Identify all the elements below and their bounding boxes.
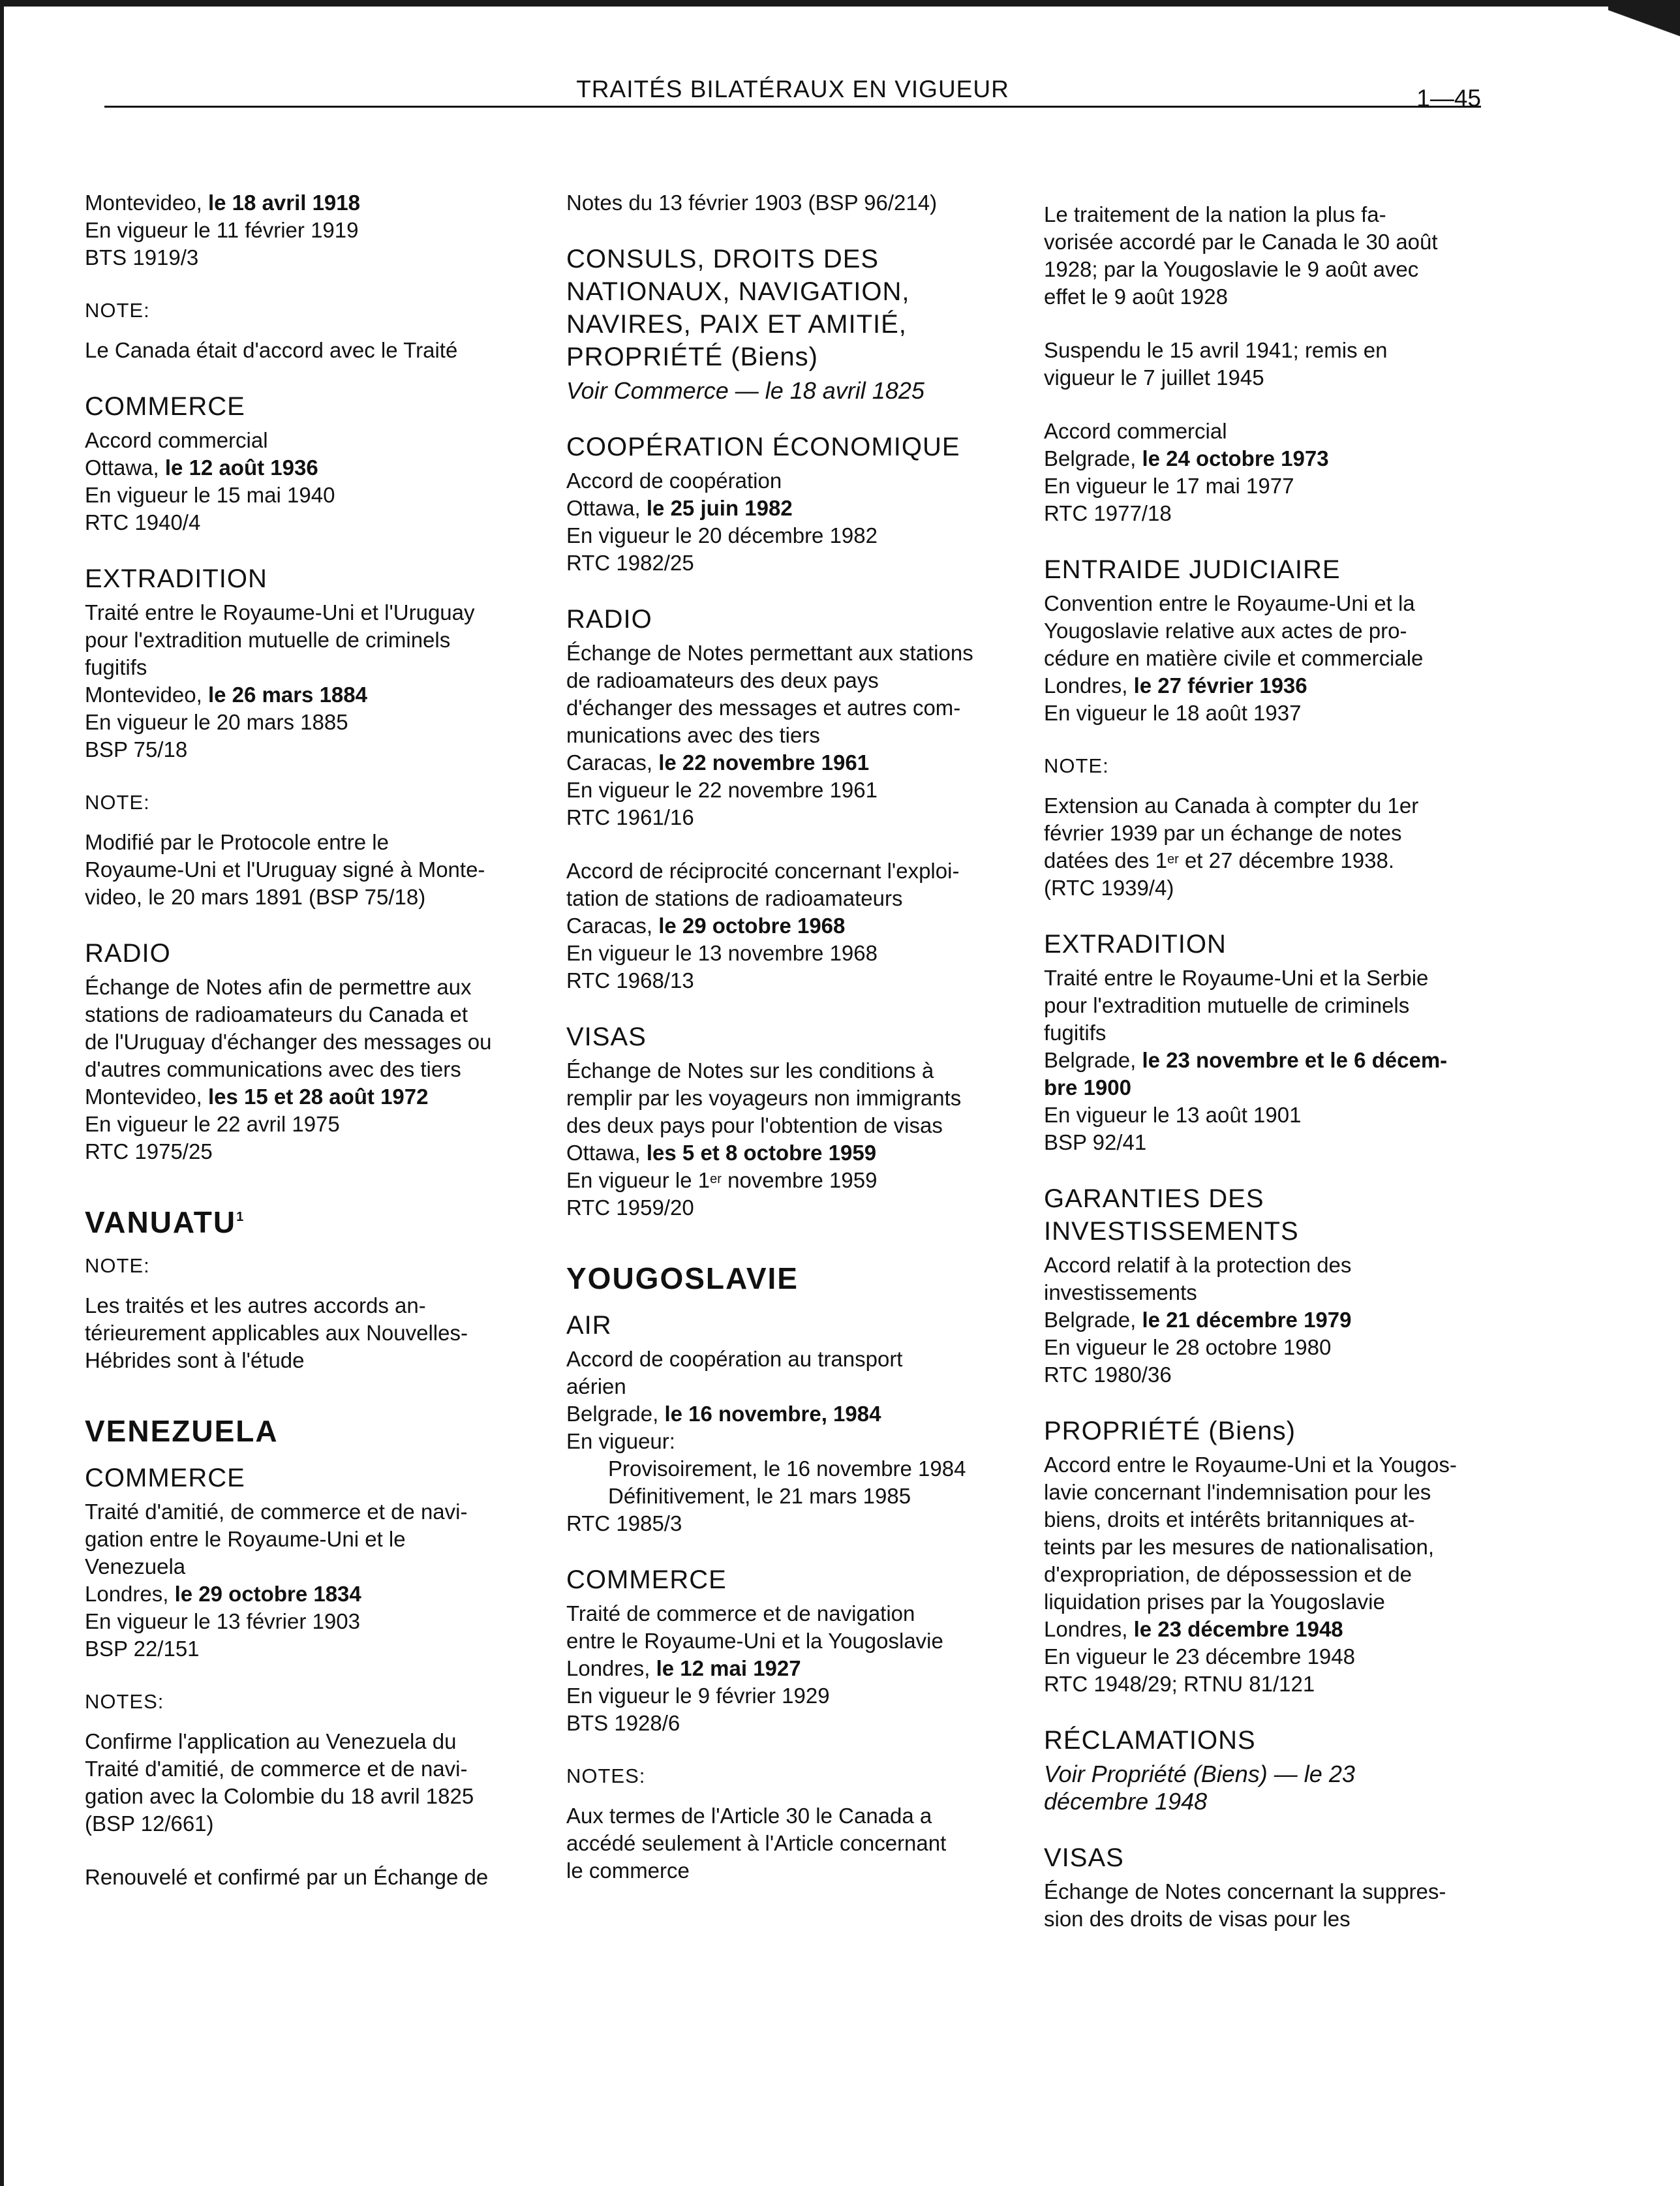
note-line: le commerce xyxy=(566,1858,690,1883)
column-2 xyxy=(566,189,1023,2140)
note-line: février 1939 par un échange de notes xyxy=(1044,821,1402,845)
treaty-title: Accord de réciprocité concernant l'exploi- xyxy=(566,859,960,883)
treaty-title: Venezuela xyxy=(85,1554,186,1578)
note-label: NOTE: xyxy=(85,299,150,322)
see-also: décembre 1948 xyxy=(1044,1788,1208,1815)
section-heading: VISAS xyxy=(566,1023,647,1051)
running-title: TRAITÉS BILATÉRAUX EN VIGUEUR xyxy=(576,76,1009,102)
note-line: (RTC 1939/4) xyxy=(1044,876,1174,900)
treaty-title: pour l'extradition mutuelle de criminels xyxy=(85,628,451,652)
note-line: Extension au Canada à compter du 1er xyxy=(1044,793,1419,818)
heading-line: PROPRIÉTÉ (Biens) xyxy=(566,343,818,371)
in-force-line: En vigueur le 9 février 1929 xyxy=(566,1684,830,1708)
in-force-line: En vigueur: xyxy=(566,1429,675,1453)
treaty-title: remplir par les voyageurs non immigrants xyxy=(566,1086,962,1110)
treaty-entry xyxy=(1044,1252,1501,1389)
treaty-entry xyxy=(85,599,542,763)
place: Belgrade, xyxy=(1044,1048,1142,1072)
place: Londres, xyxy=(85,1582,175,1606)
reference: RTC 1977/18 xyxy=(1044,501,1172,525)
treaty-title: aérien xyxy=(566,1374,626,1398)
note-line: Notes du 13 février 1903 (BSP 96/214) xyxy=(566,191,938,215)
section-heading: RÉCLAMATIONS xyxy=(1044,1726,1256,1755)
place: Ottawa, xyxy=(85,455,165,480)
country-heading: YOUGOSLAVIE xyxy=(566,1261,799,1295)
note-text-part: datées des 1 xyxy=(1044,848,1167,872)
in-force-line: En vigueur le 17 mai 1977 xyxy=(1044,474,1294,498)
treaty-entry xyxy=(566,467,1023,577)
treaty-entry xyxy=(85,427,542,536)
treaty-title: des deux pays pour l'obtention de visas xyxy=(566,1113,943,1137)
reference: RTC 1975/25 xyxy=(85,1139,213,1163)
section-heading: PROPRIÉTÉ (Biens) xyxy=(1044,1417,1296,1445)
date: le 22 novembre 1961 xyxy=(658,750,870,775)
reference: RTC 1961/16 xyxy=(566,805,694,829)
section-heading xyxy=(566,243,1023,373)
date: le 27 février 1936 xyxy=(1133,673,1307,698)
date: le 12 mai 1927 xyxy=(656,1656,801,1680)
treaty-title: d'autres communications avec des tiers xyxy=(85,1057,461,1081)
place: Montevideo, xyxy=(85,683,208,707)
note-line: Traité d'amitié, de commerce et de navi- xyxy=(85,1757,468,1781)
note-line: Renouvelé et confirmé par un Échange de xyxy=(85,1865,489,1889)
note-line: Le Canada était d'accord avec le Traité xyxy=(85,338,458,362)
date: le 18 avril 1918 xyxy=(207,191,360,215)
treaty-title: fugitifs xyxy=(85,655,147,679)
footnote-marker: 1 xyxy=(236,1210,245,1224)
treaty-entry xyxy=(566,1346,1023,1537)
date: le 23 décembre 1948 xyxy=(1133,1617,1343,1641)
reference: RTC 1968/13 xyxy=(566,968,694,993)
treaty-title: Traité entre le Royaume-Uni et la Serbie xyxy=(1044,966,1429,990)
treaty-title: lavie concernant l'indemnisation pour les xyxy=(1044,1480,1431,1504)
in-force-line: Définitivement, le 21 mars 1985 xyxy=(608,1484,911,1508)
note-text-part: et 27 décembre 1938. xyxy=(1178,848,1395,872)
treaty-entry xyxy=(85,189,542,271)
note-line: vorisée accordé par le Canada le 30 août xyxy=(1044,230,1438,254)
note-text xyxy=(85,1292,542,1374)
date: le 23 novembre et le 6 décem- xyxy=(1142,1048,1448,1072)
place: Londres, xyxy=(566,1656,656,1680)
note-text xyxy=(566,1802,1023,1885)
note-line: Les traités et les autres accords an- xyxy=(85,1293,426,1317)
in-force-line: En vigueur le 15 mai 1940 xyxy=(85,483,335,507)
treaty-entry xyxy=(566,639,1023,831)
heading-line: NAVIRES, PAIX ET AMITIÉ, xyxy=(566,310,907,339)
note-line: vigueur le 7 juillet 1945 xyxy=(1044,365,1264,390)
in-force-line: En vigueur le 20 mars 1885 xyxy=(85,710,348,734)
date: le 29 octobre 1834 xyxy=(174,1582,361,1606)
treaty-title: Traité d'amitié, de commerce et de navi- xyxy=(85,1500,468,1524)
date: le 29 octobre 1968 xyxy=(658,914,846,938)
date: les 15 et 28 août 1972 xyxy=(207,1085,429,1109)
treaty-entry xyxy=(1044,1451,1501,1698)
in-force-line: En vigueur le 13 février 1903 xyxy=(85,1609,360,1633)
section-heading: RADIO xyxy=(85,939,171,968)
place: Londres, xyxy=(1044,1617,1134,1641)
place: Montevideo, xyxy=(85,1085,208,1109)
in-force-text: novembre 1959 xyxy=(721,1168,878,1192)
treaty-title: investissements xyxy=(1044,1280,1197,1304)
treaty-title: Yougoslavie relative aux actes de pro- xyxy=(1044,619,1407,643)
page-number: 1—45 xyxy=(1416,85,1481,112)
treaty-title: Accord entre le Royaume-Uni et la Yougos- xyxy=(1044,1453,1457,1477)
treaty-entry xyxy=(566,189,1023,217)
place: Ottawa, xyxy=(566,496,647,520)
treaty-title: Accord de coopération xyxy=(566,469,782,493)
place: Belgrade, xyxy=(1044,446,1142,470)
note-line: (BSP 12/661) xyxy=(85,1811,214,1836)
treaty-entry xyxy=(85,1498,542,1663)
note-line: 1928; par la Yougoslavie le 9 août avec xyxy=(1044,257,1419,281)
date: le 24 octobre 1973 xyxy=(1142,446,1329,470)
section-heading: EXTRADITION xyxy=(85,564,267,593)
note-line: gation avec la Colombie du 18 avril 1825 xyxy=(85,1784,474,1808)
treaty-entry xyxy=(566,1600,1023,1737)
heading-line: CONSULS, DROITS DES xyxy=(566,245,879,273)
treaty-title: Échange de Notes sur les conditions à xyxy=(566,1058,934,1083)
treaty-title: pour l'extradition mutuelle de criminels xyxy=(1044,993,1410,1017)
reference: BTS 1928/6 xyxy=(566,1711,680,1735)
heading-line: GARANTIES DES xyxy=(1044,1184,1264,1213)
cross-reference xyxy=(566,377,1023,405)
heading-line: INVESTISSEMENTS xyxy=(1044,1217,1299,1246)
date: le 12 août 1936 xyxy=(164,455,318,480)
reference: RTC 1980/36 xyxy=(1044,1362,1172,1387)
note-line: accédé seulement à l'Article concernant xyxy=(566,1831,947,1855)
country-heading xyxy=(85,1205,542,1240)
section-heading: AIR xyxy=(566,1311,612,1340)
treaty-title: stations de radioamateurs du Canada et xyxy=(85,1002,468,1026)
treaty-title: Échange de Notes afin de permettre aux xyxy=(85,975,472,999)
note-line: Suspendu le 15 avril 1941; remis en xyxy=(1044,338,1388,362)
column-1 xyxy=(85,189,542,2140)
note-label: NOTE: xyxy=(85,1254,150,1277)
note-text xyxy=(85,1864,542,1891)
note-line: Modifié par le Protocole entre le xyxy=(85,830,389,854)
place: Ottawa, xyxy=(566,1141,647,1165)
place: Belgrade, xyxy=(1044,1308,1142,1332)
reference: RTC 1948/29; RTNU 81/121 xyxy=(1044,1672,1315,1696)
cross-reference xyxy=(1044,1761,1501,1815)
note-label: NOTE: xyxy=(1044,754,1109,777)
place: Montevideo, xyxy=(85,191,208,215)
note-line: Aux termes de l'Article 30 le Canada a xyxy=(566,1804,932,1828)
treaty-title: biens, droits et intérêts britanniques at- xyxy=(1044,1507,1415,1532)
see-also: Voir Commerce — le 18 avril 1825 xyxy=(566,377,924,404)
treaty-title: de l'Uruguay d'échanger des messages ou xyxy=(85,1030,492,1054)
treaty-title: Accord commercial xyxy=(1044,419,1227,443)
treaty-title: Accord commercial xyxy=(85,428,268,452)
reference: BSP 75/18 xyxy=(85,737,188,762)
ordinal-sup: er xyxy=(1167,852,1179,867)
note-line: video, le 20 mars 1891 (BSP 75/18) xyxy=(85,885,426,909)
treaty-title: Traité entre le Royaume-Uni et l'Uruguay xyxy=(85,600,475,624)
date: le 21 décembre 1979 xyxy=(1142,1308,1352,1332)
section-heading: COMMERCE xyxy=(566,1565,727,1594)
treaty-title: fugitifs xyxy=(1044,1021,1107,1045)
treaty-entry xyxy=(85,974,542,1165)
in-force-line: En vigueur le 20 décembre 1982 xyxy=(566,523,878,547)
treaty-entry xyxy=(1044,964,1501,1156)
treaty-title: Accord relatif à la protection des xyxy=(1044,1253,1352,1277)
scan-border-top xyxy=(0,0,1680,7)
note-line: Le traitement de la nation la plus fa- xyxy=(1044,202,1386,226)
place: Caracas, xyxy=(566,914,659,938)
treaty-title: sion des droits de visas pour les xyxy=(1044,1907,1351,1931)
in-force-text: En vigueur le 1 xyxy=(566,1168,710,1192)
place: Caracas, xyxy=(566,750,659,775)
treaty-title: entre le Royaume-Uni et la Yougoslavie xyxy=(566,1629,943,1653)
treaty-title: tation de stations de radioamateurs xyxy=(566,886,903,910)
date: le 25 juin 1982 xyxy=(646,496,793,520)
section-heading: COOPÉRATION ÉCONOMIQUE xyxy=(566,433,960,461)
treaty-title: d'échanger des messages et autres com- xyxy=(566,696,961,720)
section-heading xyxy=(1044,1182,1501,1248)
note-line: effet le 9 août 1928 xyxy=(1044,285,1228,309)
note-line: Royaume-Uni et l'Uruguay signé à Monte- xyxy=(85,857,485,882)
treaty-entry xyxy=(1044,1878,1501,1933)
date: le 26 mars 1884 xyxy=(207,683,367,707)
treaty-title: de radioamateurs des deux pays xyxy=(566,668,879,692)
in-force-line: En vigueur le 11 février 1919 xyxy=(85,218,359,242)
date: bre 1900 xyxy=(1044,1075,1131,1100)
reference: BSP 92/41 xyxy=(1044,1130,1147,1154)
reference: BSP 22/151 xyxy=(85,1637,200,1661)
treaty-entry xyxy=(566,857,1023,994)
section-heading: RADIO xyxy=(566,605,652,634)
section-heading: EXTRADITION xyxy=(1044,930,1227,959)
reference: RTC 1959/20 xyxy=(566,1195,694,1220)
see-also: Voir Propriété (Biens) — le 23 xyxy=(1044,1761,1355,1787)
in-force-line: En vigueur le 28 octobre 1980 xyxy=(1044,1335,1332,1359)
treaty-title: teints par les mesures de nationalisation, xyxy=(1044,1535,1434,1559)
in-force-line: En vigueur le 22 novembre 1961 xyxy=(566,778,878,802)
treaty-title: liquidation prises par la Yougoslavie xyxy=(1044,1590,1385,1614)
treaty-title: Échange de Notes concernant la suppres- xyxy=(1044,1879,1446,1903)
note-line: Hébrides sont à l'étude xyxy=(85,1348,305,1372)
treaty-title: cédure en matière civile et commerciale xyxy=(1044,646,1424,670)
in-force-line: En vigueur le 13 novembre 1968 xyxy=(566,941,878,965)
treaty-title: d'expropriation, de dépossession et de xyxy=(1044,1562,1413,1586)
country-heading: VENEZUELA xyxy=(85,1414,279,1448)
country-name: VANUATU xyxy=(85,1205,237,1239)
in-force-line: En vigueur le 18 août 1937 xyxy=(1044,701,1302,725)
note-line: térieurement applicables aux Nouvelles- xyxy=(85,1321,468,1345)
note-line: Confirme l'application au Venezuela du xyxy=(85,1729,457,1753)
note-text xyxy=(1044,792,1501,902)
page-header xyxy=(104,72,1481,111)
treaty-entry xyxy=(1044,418,1501,527)
note-text xyxy=(85,1728,542,1838)
treaty-title: Accord de coopération au transport xyxy=(566,1347,903,1371)
notes-label: NOTES: xyxy=(566,1764,646,1787)
treaty-title: munications avec des tiers xyxy=(566,723,820,747)
date: les 5 et 8 octobre 1959 xyxy=(646,1141,877,1165)
note-text xyxy=(85,829,542,911)
in-force-line: En vigueur le 13 août 1901 xyxy=(1044,1103,1302,1127)
treaty-title: Convention entre le Royaume-Uni et la xyxy=(1044,591,1415,615)
in-force-line: En vigueur le 23 décembre 1948 xyxy=(1044,1644,1355,1669)
in-force-line xyxy=(566,1167,1023,1194)
ordinal-sup: er xyxy=(710,1172,722,1186)
treaty-entry xyxy=(1044,590,1501,727)
section-heading: ENTRAIDE JUDICIAIRE xyxy=(1044,555,1341,584)
scan-border-left xyxy=(0,0,4,2186)
place: Londres, xyxy=(1044,673,1134,698)
notes-label: NOTES: xyxy=(85,1690,164,1713)
date: le 16 novembre, 1984 xyxy=(664,1402,881,1426)
in-force-line: Provisoirement, le 16 novembre 1984 xyxy=(608,1456,966,1481)
in-force-line: En vigueur le 22 avril 1975 xyxy=(85,1112,340,1136)
heading-line: NATIONAUX, NAVIGATION, xyxy=(566,277,910,306)
note-text xyxy=(85,337,542,364)
note-text xyxy=(1044,201,1501,311)
note-label: NOTE: xyxy=(85,791,150,814)
column-3 xyxy=(1044,189,1501,2140)
header-rule xyxy=(104,106,1481,108)
reference: RTC 1940/4 xyxy=(85,510,201,534)
note-text xyxy=(1044,337,1501,392)
treaty-title: gation entre le Royaume-Uni et le xyxy=(85,1527,406,1551)
reference: RTC 1985/3 xyxy=(566,1511,682,1535)
reference: RTC 1982/25 xyxy=(566,551,694,575)
section-heading: COMMERCE xyxy=(85,392,245,421)
place: Belgrade, xyxy=(566,1402,665,1426)
note-line xyxy=(1044,847,1501,874)
scan-corner-shadow xyxy=(1608,0,1680,46)
reference: BTS 1919/3 xyxy=(85,245,199,269)
section-heading: COMMERCE xyxy=(85,1464,245,1492)
treaty-entry xyxy=(566,1057,1023,1222)
treaty-title: Traité de commerce et de navigation xyxy=(566,1601,915,1625)
treaty-title: Échange de Notes permettant aux stations xyxy=(566,641,973,665)
section-heading: VISAS xyxy=(1044,1843,1124,1872)
